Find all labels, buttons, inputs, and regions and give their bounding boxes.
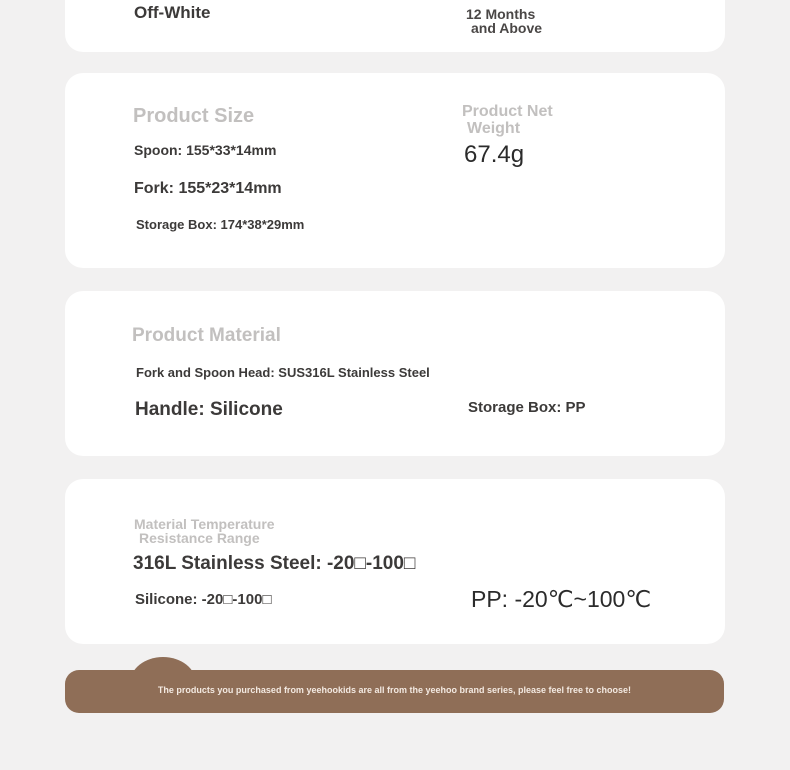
spoon-size: Spoon: 155*33*14mm (134, 142, 277, 158)
product-material-card (65, 291, 725, 456)
net-weight-value: 67.4g (464, 141, 525, 168)
product-size-card (65, 73, 725, 268)
age-value-line1: 12 Months (466, 6, 536, 22)
product-material-heading: Product Material (132, 325, 281, 346)
temperature-heading-line1: Material Temperature (134, 516, 275, 532)
banner-text: The products you purchased from yeehookids are all from the yeehoo brand series, please feel free to choose! (157, 685, 632, 695)
temperature-range-card (65, 479, 725, 644)
head-material: Fork and Spoon Head: SUS316L Stainless Steel (136, 365, 430, 380)
storage-box-material: Storage Box: PP (468, 399, 586, 416)
fork-size: Fork: 155*23*14mm (134, 180, 282, 197)
color-value: Off-White (134, 3, 211, 22)
color-age-card (65, 0, 725, 52)
temperature-heading-line2: Resistance Range (139, 530, 260, 546)
age-value-line2: and Above (471, 20, 543, 36)
storage-box-size: Storage Box: 174*38*29mm (136, 217, 305, 232)
pp-temperature: PP: -20℃~100℃ (471, 586, 652, 612)
handle-material: Handle: Silicone (135, 399, 283, 420)
silicone-temperature: Silicone: -20□-100□ (135, 591, 272, 608)
product-size-heading: Product Size (133, 105, 255, 127)
net-weight-heading-line2: Weight (467, 120, 521, 137)
net-weight-heading-line1: Product Net (462, 103, 553, 120)
steel-temperature: 316L Stainless Steel: -20□-100□ (133, 553, 416, 574)
brand-banner (65, 670, 724, 713)
